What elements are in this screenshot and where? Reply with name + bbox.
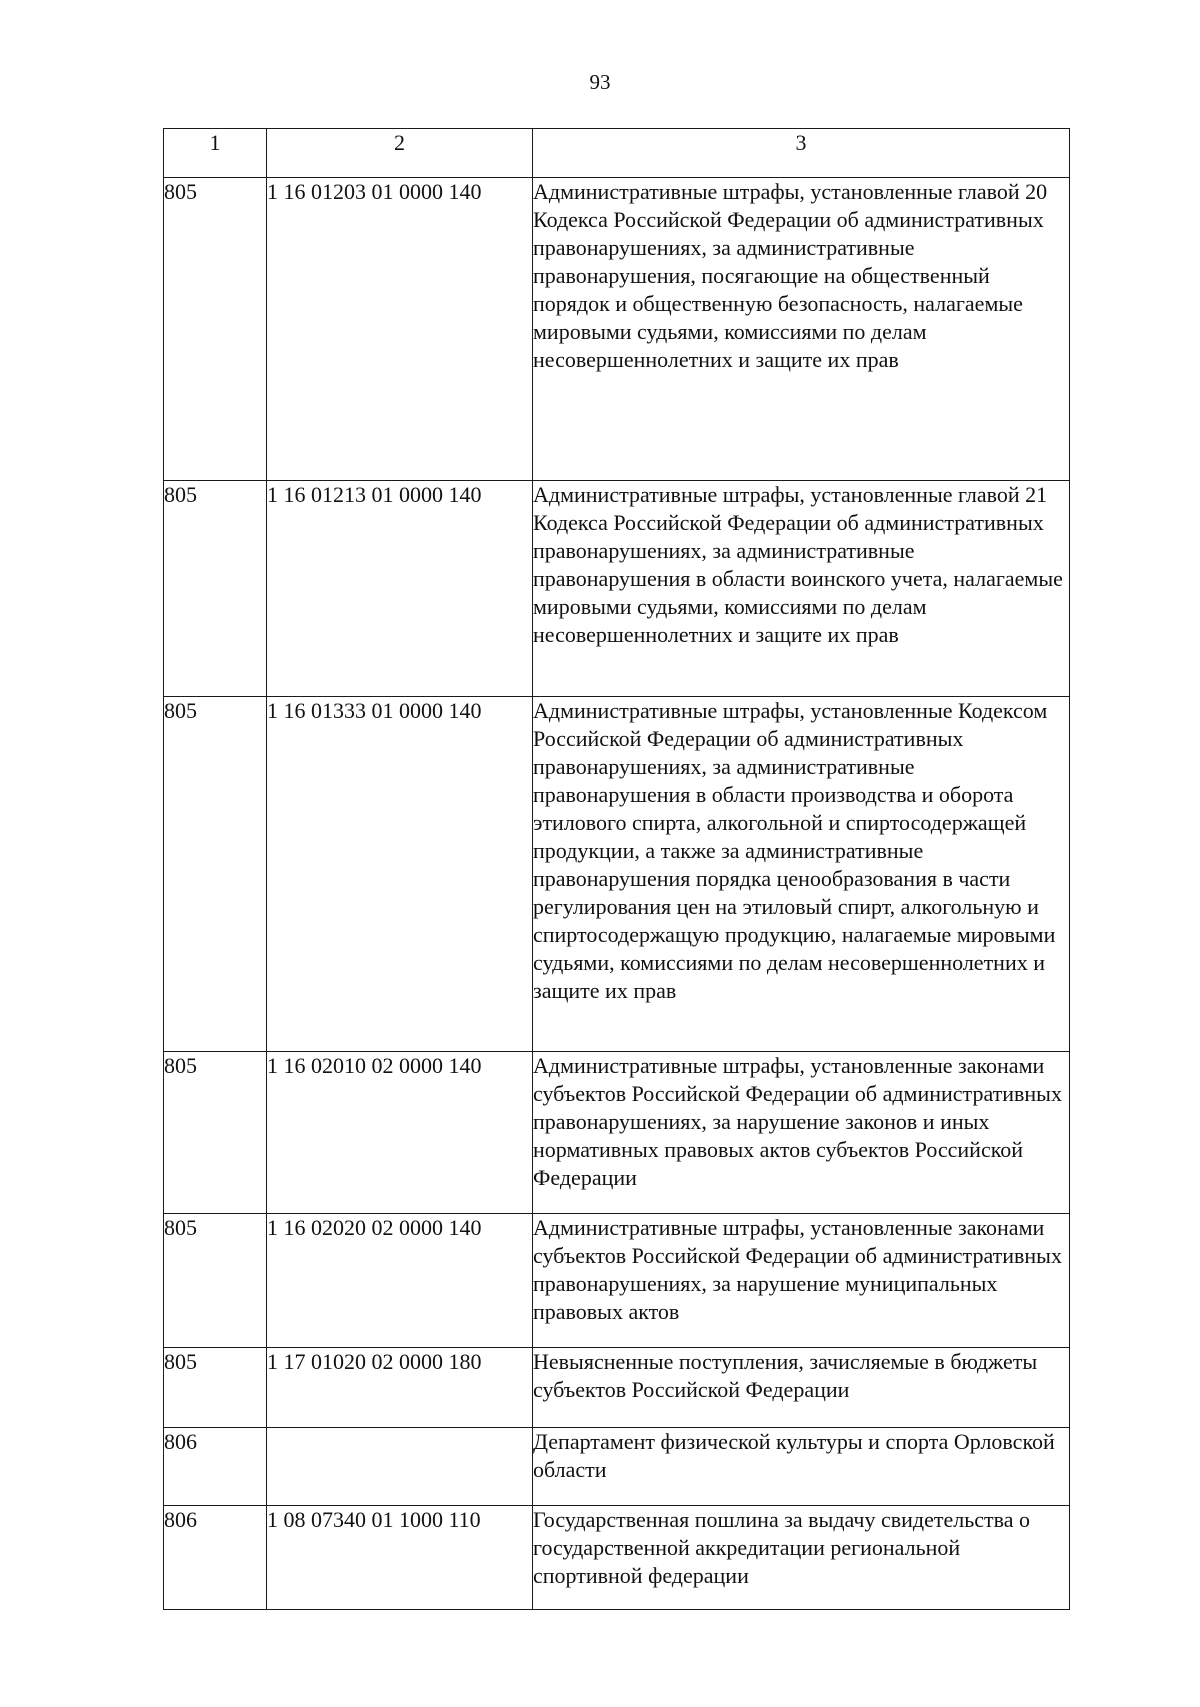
admin-code-cell: 805 xyxy=(164,481,267,697)
table-row xyxy=(164,1348,1070,1428)
column-header-1: 1 xyxy=(164,129,267,178)
revenue-code-cell: 1 17 01020 02 0000 180 xyxy=(267,1348,533,1428)
table-header xyxy=(164,129,1070,178)
description-cell: Административные штрафы, установленные главой 20 Кодекса Российской Федерации об административных правонарушениях, за административные правонарушения, посягающие на общественный порядок и общественную безопасность, налагаемые мировыми судьями, комиссиями по делам несовершеннолетних и защите их прав xyxy=(533,178,1070,481)
revenue-code-cell xyxy=(267,1428,533,1506)
description-cell: Административные штрафы, установленные Кодексом Российской Федерации об административных правонарушениях, за административные правонарушения в области производства и оборота этилового спирта, алкогольной и спиртосодержащей продукции, а также за административные правонарушения порядка ценообразования в части регулирования цен на этиловый спирт, алкогольную и спиртосодержащую продукцию, налагаемые мировыми судьями, комиссиями по делам несовершеннолетних и защите их прав xyxy=(533,697,1070,1052)
revenue-code-cell: 1 16 02010 02 0000 140 xyxy=(267,1052,533,1214)
admin-code-cell: 805 xyxy=(164,1214,267,1348)
table-row xyxy=(164,697,1070,1052)
description-cell: Административные штрафы, установленные главой 21 Кодекса Российской Федерации об административных правонарушениях, за административные правонарушения в области воинского учета, налагаемые мировыми судьями, комиссиями по делам несовершеннолетних и защите их прав xyxy=(533,481,1070,697)
revenue-code-cell: 1 16 01213 01 0000 140 xyxy=(267,481,533,697)
header-row xyxy=(164,129,1070,178)
admin-code-cell: 805 xyxy=(164,1348,267,1428)
revenue-code-cell: 1 16 01333 01 0000 140 xyxy=(267,697,533,1052)
admin-code-cell: 805 xyxy=(164,178,267,481)
table-row xyxy=(164,1052,1070,1214)
admin-code-cell: 805 xyxy=(164,697,267,1052)
description-cell: Государственная пошлина за выдачу свидетельства о государственной аккредитации региональной спортивной федерации xyxy=(533,1506,1070,1610)
table-row xyxy=(164,1428,1070,1506)
revenue-code-cell: 1 08 07340 01 1000 110 xyxy=(267,1506,533,1610)
column-header-2: 2 xyxy=(267,129,533,178)
description-cell: Административные штрафы, установленные законами субъектов Российской Федерации об административных правонарушениях, за нарушение муниципальных правовых актов xyxy=(533,1214,1070,1348)
revenue-codes-table xyxy=(163,128,1070,1610)
description-cell: Невыясненные поступления, зачисляемые в бюджеты субъектов Российской Федерации xyxy=(533,1348,1070,1428)
table-row xyxy=(164,178,1070,481)
table-body xyxy=(164,178,1070,1610)
table-row xyxy=(164,1506,1070,1610)
admin-code-cell: 805 xyxy=(164,1052,267,1214)
description-cell: Административные штрафы, установленные законами субъектов Российской Федерации об административных правонарушениях, за нарушение законов и иных нормативных правовых актов субъектов Российской Федерации xyxy=(533,1052,1070,1214)
revenue-code-cell: 1 16 02020 02 0000 140 xyxy=(267,1214,533,1348)
description-cell: Департамент физической культуры и спорта Орловской области xyxy=(533,1428,1070,1506)
admin-code-cell: 806 xyxy=(164,1428,267,1506)
page-number: 93 xyxy=(589,70,611,94)
table-row xyxy=(164,1214,1070,1348)
revenue-code-cell: 1 16 01203 01 0000 140 xyxy=(267,178,533,481)
admin-code-cell: 806 xyxy=(164,1506,267,1610)
table-row xyxy=(164,481,1070,697)
column-header-3: 3 xyxy=(533,129,1070,178)
